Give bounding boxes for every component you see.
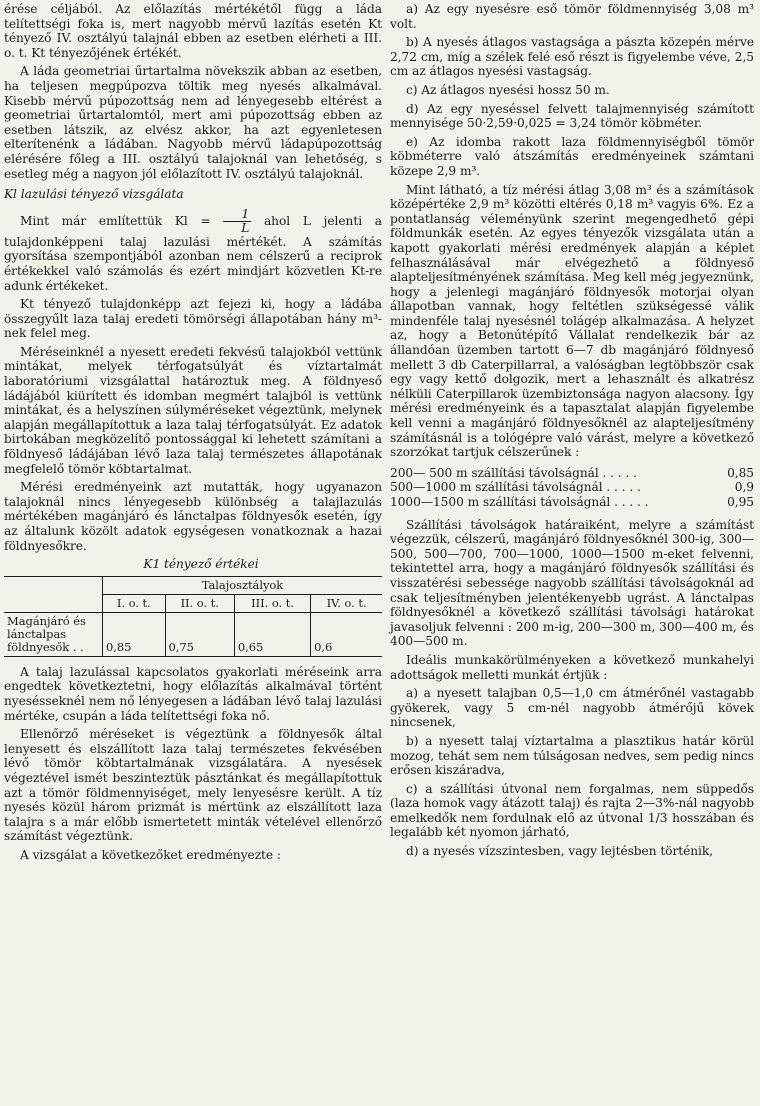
condition-item: a) a nyesett talajban 0,5—1,0 cm átmérőnél vastagabb gyökerek, vagy 5 cm-nél nagyobb átmérőjű kövek nincsenek, <box>390 686 754 730</box>
result-item: b) A nyesés átlagos vastagsága a pászta közepén mérve 2,72 cm, míg a szélek felé eső részt is figyelembe véve, 2,5 cm az átlagos nyesési vastagság. <box>390 35 754 79</box>
factor-range: 200— 500 m szállítási távolságnál . . . . . <box>390 465 637 480</box>
paragraph: A láda geometriai űrtartalma növekszik abban az esetben, ha teljesen megpúpozva töltik meg nyesés alkalmával. Kisebb mérvű púpozottság nem ad lényegesebb eltérést a geometriai űrtartalomtól, mert ami púpozottság ebben az esetben látszik, az elvész akkor, ha azt egyenletesen elterítenénk a ládában. Nagyobb mérvű ládapúpozottság elérésére főleg a III. osztályú talajoknál van lehetőség, s esetleg még a nagyon jól előlazított IV. osztályú talajoknál. <box>4 64 382 181</box>
table-col-header: I. o. t. <box>103 594 166 612</box>
table-col-header: III. o. t. <box>234 594 310 612</box>
paragraph: A talaj lazulással kapcsolatos gyakorlati méréseink arra engedtek következtetni, hogy előlazítás alkalmával történt nyesésseknél nem nő lényegesen a ládában lévő talaj lazulási mértéke, csupán a láda telítettségi foka nő. <box>4 664 382 723</box>
table-col-header: IV. o. t. <box>311 594 382 612</box>
paragraph: Kt tényező tulajdonképp azt fejezi ki, hogy a ládába összegyűlt laza talaj eredeti tömörségi állapotában hány m³-nek felel meg. <box>4 297 382 341</box>
section-heading: Kl lazulási tényező vizsgálata <box>4 187 184 202</box>
result-item: e) Az idomba rakott laza földmennyiségből tömör köbméterre való átszámítás eredményeinek számtani közepe 2,9 m³. <box>390 134 754 178</box>
factor-row <box>390 495 754 510</box>
table-cell: 0,65 <box>234 612 310 656</box>
condition-item: d) a nyesés vízszintesben, vagy lejtésben történik, <box>406 844 714 859</box>
fraction <box>223 208 251 235</box>
paragraph: Szállítási távolságok határaiként, melyre a számítást végezzük, célszerű, magánjáró földnyesőknél 300-ig, 300—500, 500—700, 700—1000, 1000—1500 m-eket felvenni, tekintettel arra, hogy a magánjáró földnyesők szállítási és visszatérési sebessége nagyobb szállítási távolságoknál ad csak teljesítményben jelentékenyebb ugrást. A lánctalpas földnyesőknél a következő szállítási távolsági határokat javasoljuk felvenni : 200 m-ig, 200—300 m, 300—400 m, és 400—500 m. <box>390 517 754 649</box>
factor-range: 1000—1500 m szállítási távolságnál . . . . . <box>390 495 649 509</box>
table-cell: 0,75 <box>165 612 234 656</box>
formula-rest: ahol L jelenti a tulajdonképpeni talaj lazulási mértékét. A számítás gyorsítása szempontjából azonban nem célszerű a reciprok értékekkel való számolás és ezért mindjárt közvetlen Kt-re adunk értékeket. <box>4 213 383 293</box>
paragraph: Mint látható, a tíz mérési átlag 3,08 m³ és a számítások középértéke 2,9 m³ közötti eltérés 0,18 m³ vagyis 6%. Ez a pontatlanság véleményünk szerint megengedhető gépi földmunkák esetén. Az egyes tényezők vizsgálata után a kapott gyakorlati mérési eredmények alapján a képlet felhasználásával már elvégezhető a földnyeső alapteljesítményének számítása. Meg kell még jegyeznünk, hogy a jelenlegi magánjáró földnyesők motorjai olyan állapotban vannak, hogy feltétlen szükségessé válik mindenféle talaj nyesésnél tolágép alkalmazása. A helyzet az, hogy a Betonútépítő Vállalat rendelkezik bár az állandóan üzemben tartott 6—7 db magánjáró földnyeső mellett 3 db Caterpillarral, a valóságban legtöbbször csak egy vagy kettő dolgozik, mert a lehasznált és alkatrész nélküli Caterpillarok üzembiztonsága nagyon alacsony. Így mérési eredményeink és a tapasztalat alapján figyelembe kell venni a magánjáró földnyesőknél az alapteljesítmény számításnál is a tológépre való várást, melyre a következő szorzókat tartjuk célszerűnek : <box>390 182 754 460</box>
factor-row <box>390 480 754 495</box>
fraction-denominator: L <box>241 220 250 235</box>
paragraph: Méréseinknél a nyesett eredeti fekvésű talajokból vettünk mintákat, melyek térfogatsúlyát és víztartalmát laboratóriumi vizsgálattal határoztuk meg. A földnyeső ládájából kiürített és idomban megmért talajból is vettünk mintákat, és a helyszínen súlyméréseket végeztünk, melynek alapján megállapítottuk a laza talaj térfogatsúlyát. Ez adatok birtokában megközelítő pontossággal ki lehetett számítani a földnyeső ládájában lévő laza talaj természetes állapotának megfelelő tömör köbtartalmat. <box>4 344 382 476</box>
factor-value: 0,85 <box>727 465 754 480</box>
table-row <box>4 612 382 656</box>
condition-item: b) a nyesett talaj víztartalma a plasztikus határ körül mozog, tehát sem nem túlságosan nedves, sem pedig nincs erősen kiszáradva, <box>390 733 754 778</box>
condition-item: c) a szállítási útvonal nem forgalmas, nem süppedős (laza homok vagy átázott talaj) és rajta 2—3%-nál nagyobb emelkedők nem fordulnak elő az útvonal 1/3 hosszában és legalább két nyomon járható, <box>390 781 754 840</box>
result-item: a) Az egy nyesésre eső tömör földmennyiség 3,08 m³ volt. <box>390 2 754 31</box>
left-column <box>4 2 382 867</box>
factor-value: 0,9 <box>734 480 754 495</box>
result-item: d) Az egy nyeséssel felvett talajmennyiség számított mennyisége 50·2,59·0,025 = 3,24 tömör köbméter. <box>390 101 754 131</box>
factor-range: 500—1000 m szállítási távolságnál . . . . . <box>390 480 641 495</box>
paragraph: érése céljából. Az előlazítás mértékétől függ a láda telítettségi foka is, mert nagyobb mérvű lazítás esetén Kt tényező IV. osztályú talajnál ebben az esetben elérheti a III. o. t. Kt tényezőjének értékét. <box>4 2 382 60</box>
table-cell: 0,6 <box>311 612 382 656</box>
distance-factor-list <box>390 466 754 510</box>
paragraph: Mérési eredményeink azt mutatták, hogy ugyanazon talajoknál nincs lényegesebb különbség a talajlazulás mértékében magánjáró és lánctalpas földnyesők esetén, így az általunk közölt adatok egységesen vonatkoznak a hazai földnyesőkre. <box>4 480 382 553</box>
fraction-numerator: 1 <box>223 208 251 222</box>
table-col-header: II. o. t. <box>165 594 234 612</box>
table-group-header: Talajosztályok <box>103 576 383 594</box>
table-cell: 0,85 <box>103 612 166 656</box>
result-item: c) Az átlagos nyesési hossz 50 m. <box>406 82 610 97</box>
formula-intro: Mint már említettük Kl = <box>20 213 211 228</box>
k-factor-table <box>4 576 382 657</box>
table-corner <box>4 576 103 612</box>
table-title: K1 tényező értékei <box>143 557 259 572</box>
paragraph: Ellenőrző méréseket is végeztünk a földnyesők által lenyesett és elszállított laza talaj természetes fekvésében lévő tömör köbtartalmának vizsgálatára. A nyesések végeztével ismét beszinteztük pásztánkat és megállapítottuk azt a tömör földmennyiséget, mely lenyesésre került. A tíz nyesés közül három prizmát is mértünk az elszállított laza talajra s a már előbb ismertetett minták vételével ellenőrző számítást végeztünk. <box>4 727 382 844</box>
formula-paragraph <box>4 208 382 293</box>
factor-value: 0,95 <box>727 495 754 509</box>
paragraph: Ideális munkakörülményeken a következő munkahelyi adottságok melletti munkát értjük : <box>390 652 754 682</box>
paragraph: A vizsgálat a következőket eredményezte : <box>20 847 281 862</box>
right-column <box>390 2 754 863</box>
factor-row <box>390 466 754 481</box>
table-row-label: Magánjáró és lánctalpas földnyesők . . <box>4 612 103 656</box>
